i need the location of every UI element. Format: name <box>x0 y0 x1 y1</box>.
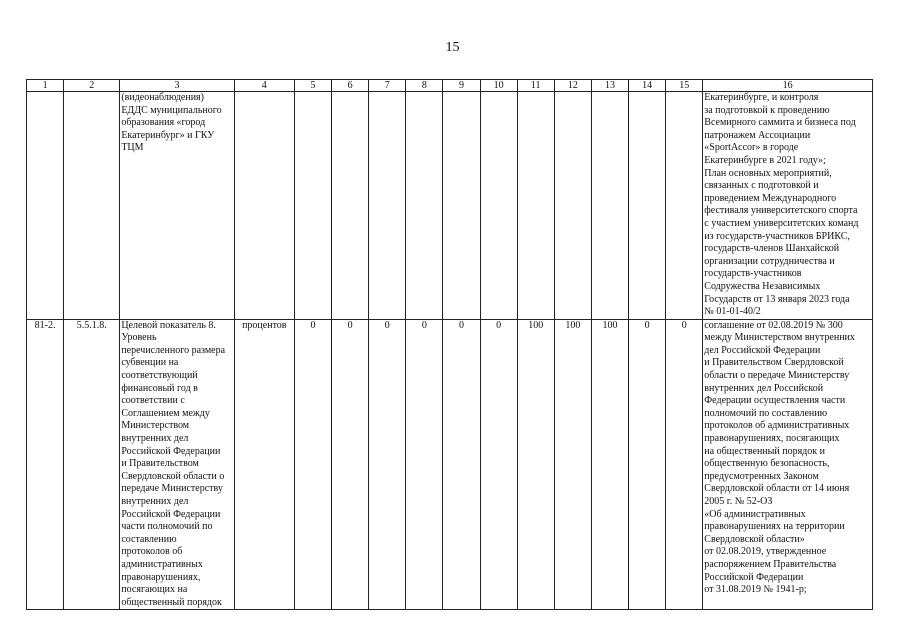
value-cell: 0 <box>406 319 443 610</box>
column-header: 7 <box>369 80 406 92</box>
source-cell: соглашение от 02.08.2019 № 300 между Министерством внутренних дел Российской Федерации и Правительством Свердловской области о передаче Министерству внутренних дел Российской Федерации осуществления части полномочий по составлению протоколов об административных правонарушениях, посягающих на общественный порядок и общественную безопасность, предусмотренных Законом Свердловской области от 14 июня 2005 г. № 52-ОЗ «Об административных правонарушениях на территории Свердловской области» от 02.08.2019, утвержденное распоряжением Правительства Российской Федерации от 31.08.2019 № 1941-р; <box>703 319 873 610</box>
value-cell <box>629 92 666 320</box>
value-cell: 100 <box>554 319 591 610</box>
value-cell: 0 <box>443 319 480 610</box>
column-header: 1 <box>27 80 64 92</box>
column-header: 4 <box>234 80 294 92</box>
value-cell <box>591 92 628 320</box>
value-cell <box>332 92 369 320</box>
value-cell <box>369 92 406 320</box>
value-cell: 100 <box>517 319 554 610</box>
row-number-cell <box>27 92 64 320</box>
unit-cell <box>234 92 294 320</box>
value-cell <box>406 92 443 320</box>
column-header: 14 <box>629 80 666 92</box>
column-header: 10 <box>480 80 517 92</box>
column-header: 15 <box>666 80 703 92</box>
unit-cell: процентов <box>234 319 294 610</box>
value-cell <box>294 92 331 320</box>
value-cell: 0 <box>480 319 517 610</box>
indicator-name-cell: (видеонаблюдения) ЕДДС муниципального образования «город Екатеринбург» и ГКУ ТЦМ <box>120 92 234 320</box>
column-header: 9 <box>443 80 480 92</box>
column-header: 5 <box>294 80 331 92</box>
column-numbers-row <box>27 80 873 92</box>
value-cell <box>480 92 517 320</box>
source-cell: Екатеринбурге, и контроля за подготовкой к проведению Всемирного саммита и бизнеса под патронажем Ассоциации «SportAccor» в городе Екатеринбурге в 2021 году»; План основных мероприятий, связанных с подготовкой и проведением Международного фестиваля университетского спорта с участием университетских команд из государств-участников БРИКС, государств-членов Шанхайской организации сотрудничества и государств-участников Содружества Независимых Государств от 13 января 2023 года № 01-01-40/2 <box>703 92 873 320</box>
value-cell <box>517 92 554 320</box>
table-row <box>27 319 873 610</box>
page-number: 15 <box>445 40 460 55</box>
column-header: 16 <box>703 80 873 92</box>
value-cell: 0 <box>369 319 406 610</box>
column-header: 8 <box>406 80 443 92</box>
value-cell: 100 <box>591 319 628 610</box>
column-header: 11 <box>517 80 554 92</box>
indicator-name-cell: Целевой показатель 8. Уровень перечисленного размера субвенции на соответствующий финансовый год в соответствии с Соглашением между Министерством внутренних дел Российской Федерации и Правительством Свердловской области о передаче Министерству внутренних дел Российской Федерации части полномочий по составлению протоколов об административных правонарушениях, посягающих на общественный порядок <box>120 319 234 610</box>
column-header: 13 <box>591 80 628 92</box>
value-cell: 0 <box>666 319 703 610</box>
code-cell: 5.5.1.8. <box>64 319 120 610</box>
value-cell: 0 <box>294 319 331 610</box>
table-row <box>27 92 873 320</box>
column-header: 3 <box>120 80 234 92</box>
row-number-cell: 81-2. <box>27 319 64 610</box>
value-cell: 0 <box>629 319 666 610</box>
column-header: 2 <box>64 80 120 92</box>
column-header: 6 <box>332 80 369 92</box>
value-cell <box>443 92 480 320</box>
value-cell <box>554 92 591 320</box>
value-cell <box>666 92 703 320</box>
indicators-table <box>26 79 873 610</box>
value-cell: 0 <box>332 319 369 610</box>
code-cell <box>64 92 120 320</box>
column-header: 12 <box>554 80 591 92</box>
